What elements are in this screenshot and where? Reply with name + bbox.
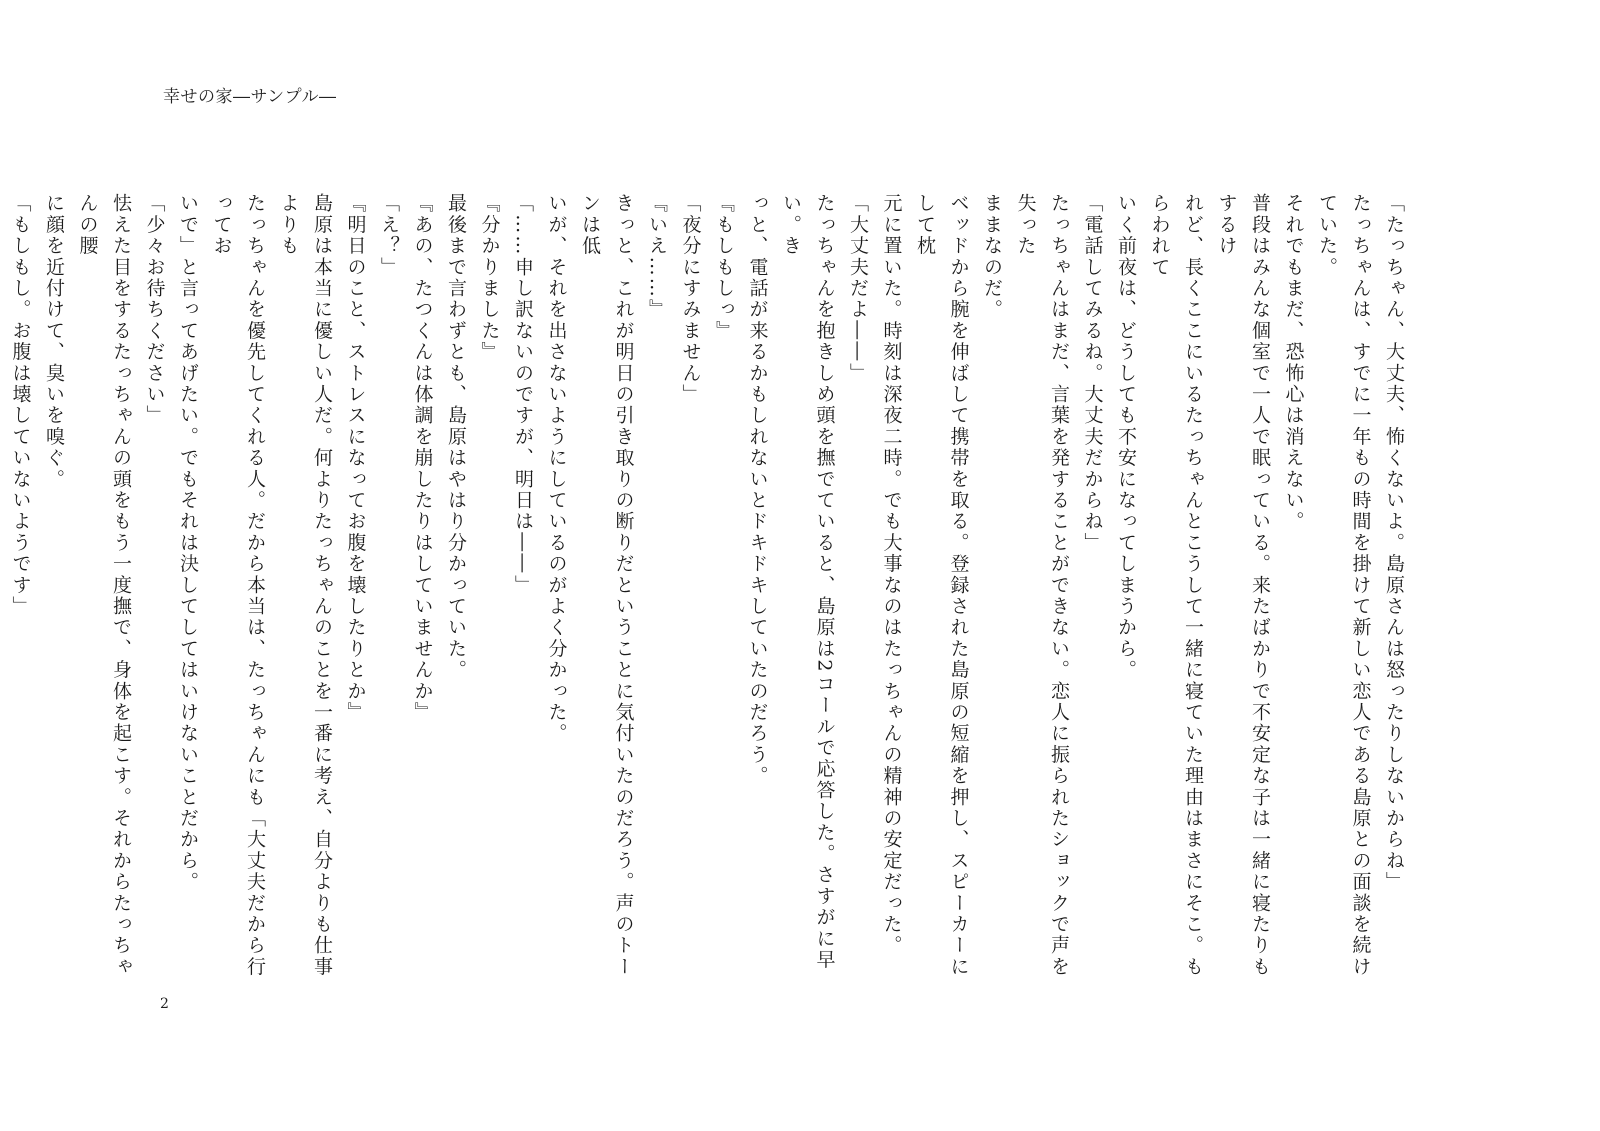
text-line: いく前夜は、どうしても不安になってしまうから。 [1115, 193, 1137, 681]
text-line: 普段はみんな個室で一人で眠っている。来たばかりで不安定な子は一緒に寝たりもするけ [1215, 193, 1271, 978]
text-line: きっと、これが明日の引き取りの断りだということに気付いたのだろう。声のトーンは低 [579, 193, 635, 978]
text-line: 「え？」 [378, 193, 400, 278]
page-title: 幸せの家―サンプル― [163, 87, 337, 107]
text-line: たっちゃんを優先してくれる人。だから本当は、たっちゃんにも「大丈夫だから行ってお [210, 193, 266, 978]
text-line: っと、電話が来るかもしれないとドキドキしていたのだろう。 [746, 193, 769, 787]
vertical-text-body [9, 193, 1410, 983]
text-line: たっちゃんを抱きしめ頭を撫でていると、島原は2コールで応答した。さすがに早い。き [780, 193, 836, 971]
text-line: 『あの、たつくんは体調を崩したりはしていませんか』 [411, 193, 434, 723]
text-line: たっちゃんはまだ、言葉を発することができない。恋人に振られたショックで声を失った [1014, 193, 1070, 978]
text-line: に顔を近付けて、臭いを嗅ぐ。 [43, 193, 65, 490]
text-line: 「大丈夫だよ――」 [847, 193, 869, 384]
text-line: それでもまだ、恐怖心は消えない。 [1282, 193, 1305, 533]
text-line: ままなのだ。 [981, 193, 1003, 321]
text-line: 元に置いた。時刻は深夜二時。でも大事なのはたっちゃんの精神の安定だった。 [880, 193, 903, 957]
text-line: いが、それを出さないようにしているのがよく分かった。 [545, 193, 568, 745]
text-line: いで」と言ってあげたい。でもそれは決してしてはいけないことだから。 [177, 193, 199, 893]
text-line: 『もしもしっ』 [713, 193, 735, 342]
text-line: 『いえ……』 [646, 193, 668, 321]
text-line: 怯えた目をするたっちゃんの頭をもう一度撫で、身体を起こす。それからたっちゃんの腰 [76, 193, 132, 978]
text-line: 「少々お待ちください」 [143, 193, 166, 427]
text-line: 「電話してみるね。大丈夫だからね」 [1081, 193, 1104, 554]
text-line: ベッドから腕を伸ばして携帯を取る。登録された島原の短縮を押し、スピーカーにして枕 [914, 193, 970, 978]
text-line: 最後まで言わずとも、島原はやはり分かっていた。 [445, 193, 467, 681]
text-line [0, 193, 3, 983]
page-number: 2 [160, 996, 169, 1012]
text-line: たっちゃんは、すでに一年もの時間を掛けて新しい恋人である島原との面談を続けていた。 [1316, 193, 1372, 978]
text-line: れど、長くここにいるたっちゃんとこうして一緒に寝ていた理由はまさにそこ。もらわれて [1148, 193, 1204, 978]
text-line: 「……申し訳ないのですが、明日は――」 [512, 193, 534, 596]
text-line: 「もしもし。お腹は壊していないようです」 [9, 193, 32, 617]
text-line: 「夜分にすみません」 [679, 193, 702, 405]
text-line: 島原は本当に優しい人だ。何よりたっちゃんのことを一番に考え、自分よりも仕事よりも [277, 193, 333, 978]
text-line: 「たっちゃん、大丈夫、怖くないよ。島原さんは怒ったりしないからね」 [1383, 193, 1405, 893]
text-line: 『明日のこと、ストレスになってお腹を壊したりとか』 [344, 193, 367, 723]
text-line: 『分かりました』 [478, 193, 501, 363]
